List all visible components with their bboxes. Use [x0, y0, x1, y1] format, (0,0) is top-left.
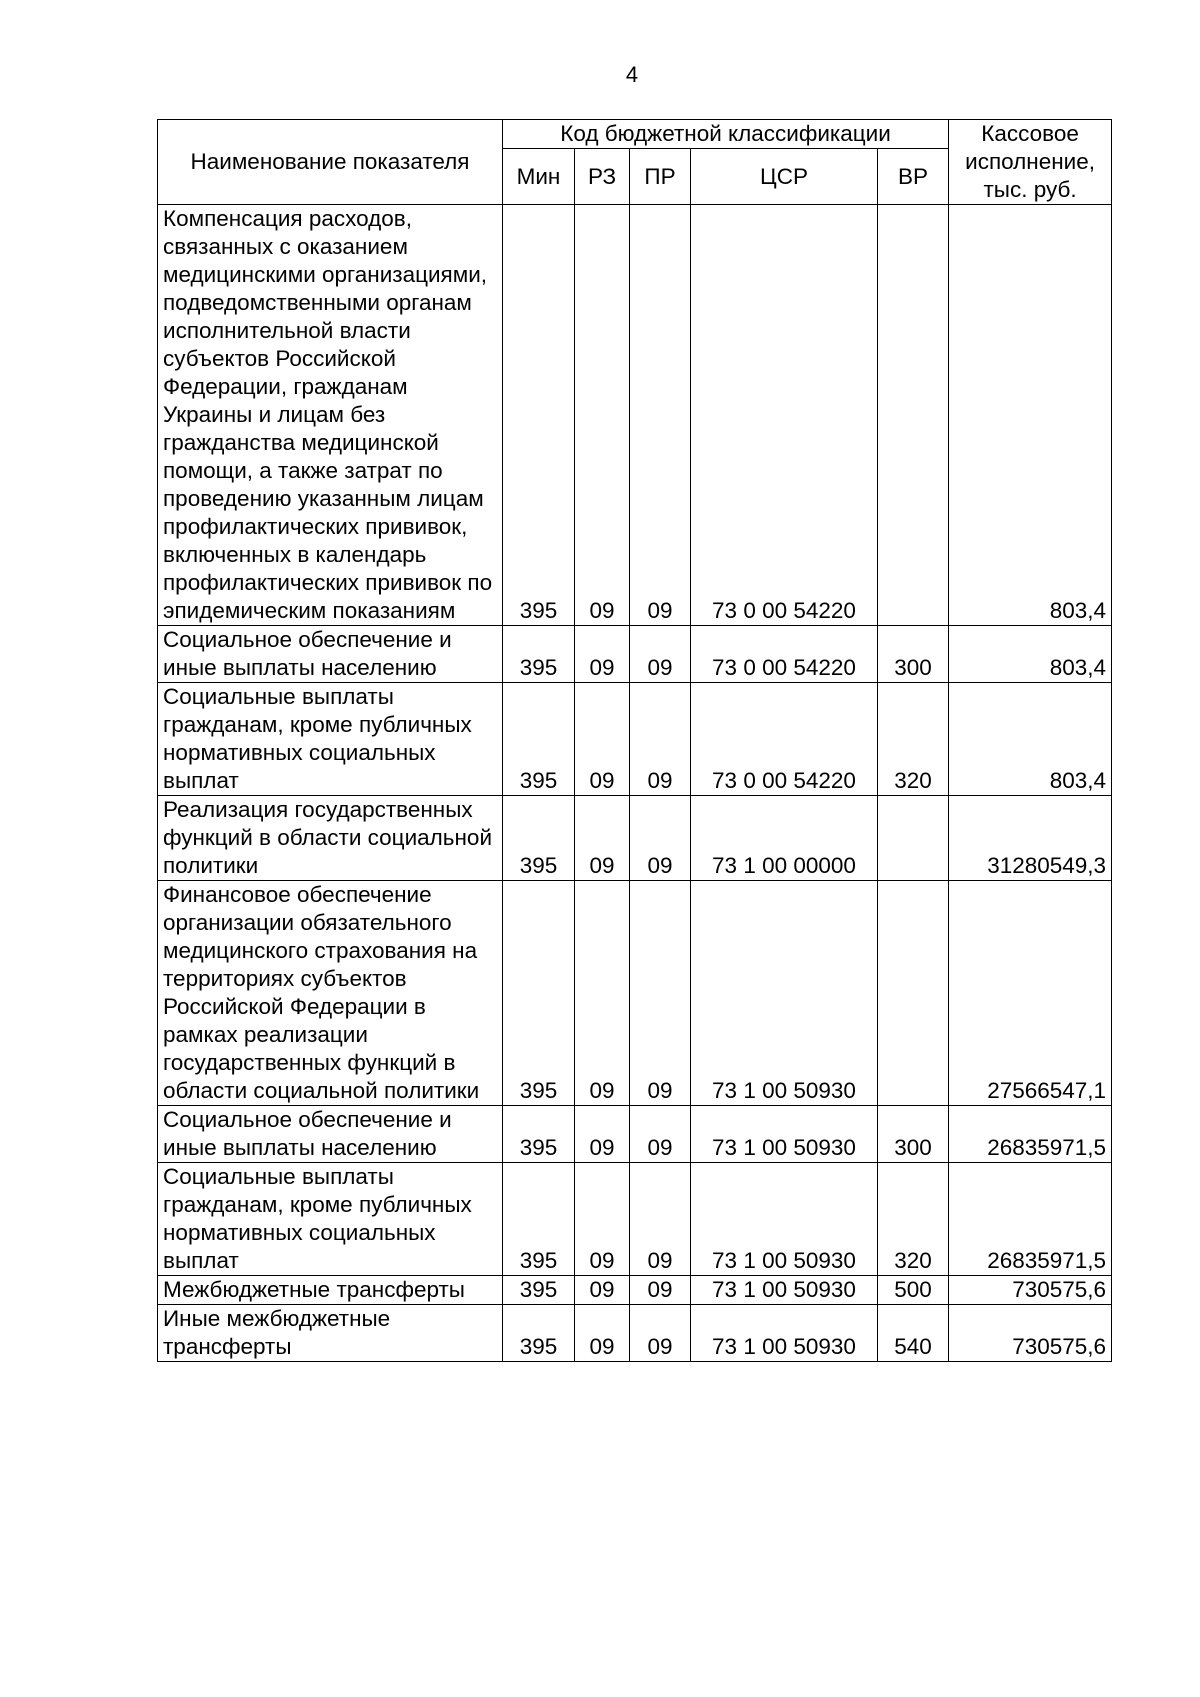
row-rz: 09 — [575, 796, 630, 881]
row-vr: 300 — [878, 1106, 949, 1163]
row-name: Социальные выплаты гражданам, кроме публичных нормативных социальных выплат — [158, 1163, 503, 1276]
row-vr: 300 — [878, 626, 949, 683]
row-amount: 730575,6 — [949, 1305, 1112, 1362]
row-amount: 803,4 — [949, 205, 1112, 626]
row-pr: 09 — [630, 683, 691, 796]
row-rz: 09 — [575, 1106, 630, 1163]
row-rz: 09 — [575, 1163, 630, 1276]
row-name: Межбюджетные трансферты — [158, 1276, 503, 1305]
page-number: 4 — [625, 62, 639, 87]
row-rz: 09 — [575, 881, 630, 1106]
header-amount: Кассовое исполнение, тыс. руб. — [949, 120, 1112, 205]
header-name: Наименование показателя — [158, 120, 503, 205]
header-vr: ВР — [878, 149, 949, 205]
row-pr: 09 — [630, 881, 691, 1106]
table-row — [158, 1163, 1112, 1276]
header-pr: ПР — [630, 149, 691, 205]
row-rz: 09 — [575, 1305, 630, 1362]
row-csr: 73 0 00 54220 — [691, 205, 878, 626]
table-row — [158, 1276, 1112, 1305]
table-row — [158, 881, 1112, 1106]
row-name: Иные межбюджетные трансферты — [158, 1305, 503, 1362]
table-body — [158, 205, 1112, 1362]
row-pr: 09 — [630, 796, 691, 881]
row-pr: 09 — [630, 205, 691, 626]
row-name: Социальное обеспечение и иные выплаты населению — [158, 626, 503, 683]
row-vr — [878, 796, 949, 881]
row-amount: 803,4 — [949, 626, 1112, 683]
table-row — [158, 205, 1112, 626]
row-pr: 09 — [630, 1106, 691, 1163]
row-csr: 73 1 00 50930 — [691, 1305, 878, 1362]
row-rz: 09 — [575, 683, 630, 796]
row-name: Финансовое обеспечение организации обязательного медицинского страхования на территориях субъектов Российской Федерации в рамках реализации государственных функций в области социальной политики — [158, 881, 503, 1106]
header-rz: РЗ — [575, 149, 630, 205]
row-min: 395 — [503, 1305, 575, 1362]
row-min: 395 — [503, 1106, 575, 1163]
row-pr: 09 — [630, 1163, 691, 1276]
row-pr: 09 — [630, 626, 691, 683]
row-min: 395 — [503, 796, 575, 881]
row-amount: 31280549,3 — [949, 796, 1112, 881]
table-row — [158, 626, 1112, 683]
row-min: 395 — [503, 205, 575, 626]
table-header — [158, 120, 1112, 205]
row-min: 395 — [503, 1276, 575, 1305]
row-rz: 09 — [575, 205, 630, 626]
row-csr: 73 1 00 00000 — [691, 796, 878, 881]
row-pr: 09 — [630, 1276, 691, 1305]
row-amount: 803,4 — [949, 683, 1112, 796]
row-min: 395 — [503, 881, 575, 1106]
header-csr: ЦСР — [691, 149, 878, 205]
row-min: 395 — [503, 1163, 575, 1276]
row-csr: 73 1 00 50930 — [691, 881, 878, 1106]
row-vr: 540 — [878, 1305, 949, 1362]
row-vr: 320 — [878, 683, 949, 796]
row-min: 395 — [503, 683, 575, 796]
row-vr — [878, 881, 949, 1106]
row-csr: 73 1 00 50930 — [691, 1106, 878, 1163]
row-csr: 73 0 00 54220 — [691, 683, 878, 796]
row-pr: 09 — [630, 1305, 691, 1362]
row-amount: 26835971,5 — [949, 1106, 1112, 1163]
row-amount: 730575,6 — [949, 1276, 1112, 1305]
table-row — [158, 683, 1112, 796]
row-name: Социальное обеспечение и иные выплаты населению — [158, 1106, 503, 1163]
row-amount: 27566547,1 — [949, 881, 1112, 1106]
table-row — [158, 1305, 1112, 1362]
row-rz: 09 — [575, 1276, 630, 1305]
row-rz: 09 — [575, 626, 630, 683]
budget-table — [157, 119, 1112, 1362]
row-csr: 73 1 00 50930 — [691, 1276, 878, 1305]
row-vr — [878, 205, 949, 626]
row-name: Социальные выплаты гражданам, кроме публичных нормативных социальных выплат — [158, 683, 503, 796]
row-vr: 500 — [878, 1276, 949, 1305]
header-min: Мин — [503, 149, 575, 205]
row-min: 395 — [503, 626, 575, 683]
table-row — [158, 796, 1112, 881]
row-csr: 73 0 00 54220 — [691, 626, 878, 683]
row-name: Компенсация расходов, связанных с оказанием медицинскими организациями, подведомственными органам исполнительной власти субъектов Российской Федерации, гражданам Украины и лицам без гражданства медицинской помощи, а также затрат по проведению указанным лицам профилактических прививок, включенных в календарь профилактических прививок по эпидемическим показаниям — [158, 205, 503, 626]
row-name: Реализация государственных функций в области социальной политики — [158, 796, 503, 881]
row-vr: 320 — [878, 1163, 949, 1276]
table-row — [158, 1106, 1112, 1163]
row-amount: 26835971,5 — [949, 1163, 1112, 1276]
header-code-group: Код бюджетной классификации — [503, 120, 949, 149]
row-csr: 73 1 00 50930 — [691, 1163, 878, 1276]
